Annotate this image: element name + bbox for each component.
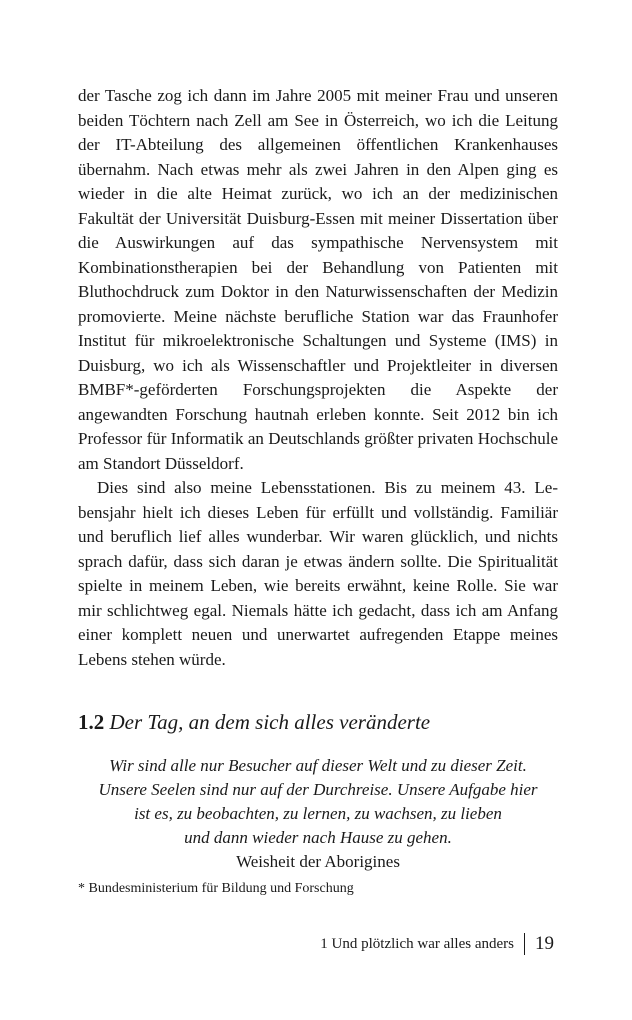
epigraph	[78, 754, 558, 874]
footer-chapter-title: 1 Und plötzlich war alles anders	[320, 936, 514, 952]
section-title: Der Tag, an dem sich alles veränderte	[109, 710, 431, 734]
footer-divider	[524, 933, 525, 955]
epigraph-attribution: Weisheit der Aborigines	[236, 852, 400, 871]
epigraph-line: Wir sind alle nur Besucher auf dieser Welt und zu dieser Zeit.	[109, 756, 527, 775]
epigraph-line: ist es, zu beobachten, zu lernen, zu wachsen, zu lieben	[134, 804, 502, 823]
page-number: 19	[535, 933, 554, 954]
body-paragraph: der Tasche zog ich dann im Jahre 2005 mit meiner Frau und unseren beiden Töchtern nach Zell am See in Österreich, wo ich die Leitung der IT-Abteilung des allgemeinen öffentlichen Krankenhauses übernahm. Nach etwas mehr als zwei Jahren in den Alpen ging es wieder in die alte Heimat zurück, wo ich an der medizinischen Fakultät der Universität Duisburg-Essen mit meiner Dissertation über die Auswirkungen auf das sympathische Nervensystem mit Kombinationstherapien bei der Behandlung von Patienten mit Bluthochdruck zum Doktor in den Naturwissenschaften der Medizin promovierte. Meine nächste berufliche Station war das Fraunhofer Institut für mikroelektronische Schaltungen und Systeme (IMS) in Duisburg, wo ich als Wissenschaftler und Projektleiter in diversen BMBF*-geförderten Forschungsprojekten die Aspekte der angewandten Forschung hautnah erleben konnte. Seit 2012 bin ich Professor für Informatik an Deutschlands größter privaten Hochschule am Standort Düsseldorf.	[78, 86, 558, 473]
running-footer	[320, 933, 554, 955]
section-heading	[78, 708, 558, 736]
section-number: 1.2	[78, 710, 105, 734]
epigraph-line: Unsere Seelen sind nur auf der Durchreise. Unsere Aufgabe hier	[98, 780, 538, 799]
body-paragraph: Dies sind also meine Lebensstationen. Bis zu meinem 43. Lebensjahr hielt ich dieses Leben für erfüllt und vollständig. Familiär und beruflich lief alles wunderbar. Wir waren glücklich, und nichts sprach dafür, dass sich daran je etwas ändern sollte. Die Spiritualität spielte in meinem Leben, wie bereits erwähnt, keine Rolle. Sie war mir schlichtweg egal. Niemals hätte ich gedacht, dass ich am Anfang einer komplett neuen und unerwartet aufregenden Etappe meines Lebens stehen würde.	[78, 478, 558, 669]
page-content	[78, 84, 558, 874]
epigraph-line: und dann wieder nach Hause zu gehen.	[184, 828, 452, 847]
footnote: * Bundesministerium für Bildung und Forschung	[78, 881, 354, 896]
